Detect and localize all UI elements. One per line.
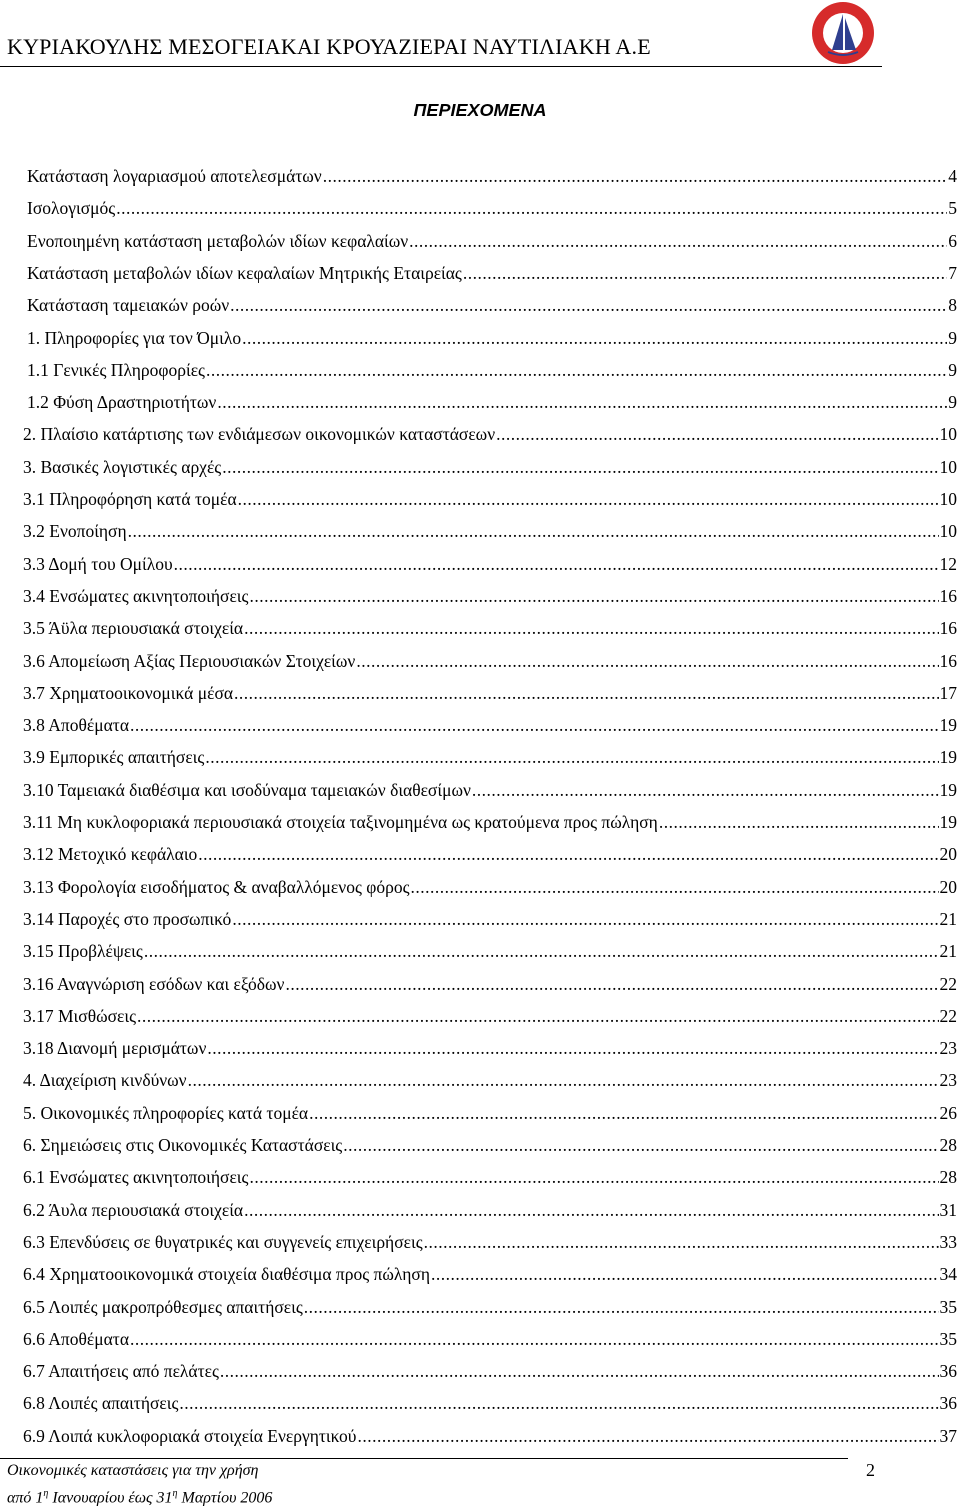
toc-entry[interactable]: [23, 780, 957, 810]
toc-leader-dots: [238, 489, 939, 510]
toc-leader-dots: [244, 618, 938, 639]
toc-entry-page: 21: [939, 941, 957, 962]
toc-entry[interactable]: [23, 1426, 957, 1456]
toc-entry[interactable]: [23, 747, 957, 777]
toc-entry-page: 23: [939, 1038, 957, 1059]
toc-entry-label: Κατάσταση μεταβολών ιδίων κεφαλαίων Μητρικής Εταιρείας: [27, 262, 462, 283]
toc-entry[interactable]: [23, 974, 957, 1004]
toc-leader-dots: [217, 392, 947, 413]
toc-entry[interactable]: [23, 683, 957, 713]
toc-entry-label: 2. Πλαίσιο κατάρτισης των ενδιάμεσων οικονομικών καταστάσεων: [23, 424, 496, 445]
toc-leader-dots: [244, 1200, 938, 1221]
page-header: [0, 0, 960, 72]
toc-entry-label: Κατάσταση λογαριασμού αποτελεσμάτων: [27, 166, 322, 186]
toc-leader-dots: [205, 747, 938, 768]
toc-leader-dots: [424, 1232, 939, 1253]
toc-leader-dots: [409, 231, 947, 252]
toc-entry[interactable]: [23, 457, 957, 487]
toc-entry-page: 12: [939, 553, 957, 574]
toc-entry-page: 22: [939, 973, 957, 994]
toc-entry-page: 28: [939, 1167, 957, 1188]
toc-entry-label: 3.1 Πληροφόρηση κατά τομέα: [23, 489, 237, 509]
toc-entry-label: 3.3 Δομή του Ομίλου: [23, 553, 173, 574]
toc-entry[interactable]: [23, 812, 957, 842]
toc-entry-label: 3.2 Ενοποίηση: [23, 521, 127, 542]
toc-entry-label: 3.17 Μισθώσεις: [23, 1005, 137, 1026]
toc-entry-label: 3.6 Απομείωση Αξίας Περιουσιακών Στοιχείων: [23, 650, 356, 671]
toc-entry[interactable]: [27, 328, 957, 358]
toc-leader-dots: [220, 1361, 939, 1382]
toc-leader-dots: [463, 263, 947, 284]
toc-leader-dots: [222, 457, 938, 478]
toc-entry-page: 16: [939, 585, 957, 606]
toc-entry[interactable]: [23, 1361, 957, 1391]
toc-entry-page: 19: [939, 779, 957, 800]
toc-leader-dots: [207, 1038, 938, 1059]
toc-entry[interactable]: [23, 586, 957, 616]
footer-caption: Οικονομικές καταστάσεις για την χρήση: [7, 1462, 259, 1479]
toc-entry-page: 31: [939, 1199, 957, 1220]
toc-entry-label: 6. Σημειώσεις στις Οικονομικές Καταστάσεις: [23, 1135, 343, 1155]
toc-entry[interactable]: [27, 231, 957, 261]
toc-leader-dots: [179, 1393, 938, 1414]
toc-entry-page: 9: [948, 392, 957, 413]
toc-entry-page: 5: [948, 198, 957, 219]
toc-entry[interactable]: [23, 1135, 957, 1165]
toc-entry-page: 22: [939, 1005, 957, 1026]
toc-entry-label: 3.5 Άϋλα περιουσιακά στοιχεία: [23, 618, 244, 639]
toc-entry-label: 3.4 Ενσώματες ακινητοποιήσεις: [23, 585, 249, 606]
toc-entry-page: 23: [939, 1070, 957, 1091]
toc-entry-label: 3.15 Προβλέψεις: [23, 941, 143, 962]
toc-entry[interactable]: [23, 651, 957, 681]
toc-entry-page: 16: [939, 618, 957, 639]
toc-entry-label: 3.16 Αναγνώριση εσόδων και εξόδων: [23, 973, 285, 994]
toc-entry[interactable]: [23, 941, 957, 971]
toc-entry-label: 6.6 Αποθέματα: [23, 1328, 129, 1349]
toc-entry[interactable]: [27, 198, 957, 228]
toc-leader-dots: [356, 651, 938, 672]
toc-leader-dots: [128, 521, 939, 542]
toc-leader-dots: [323, 166, 948, 187]
toc-entry-label: 6.4 Χρηματοοικονομικά στοιχεία διαθέσιμα προς πώληση: [23, 1264, 430, 1285]
toc-entry-label: 6.5 Λοιπές μακροπρόθεσμες απαιτήσεις: [23, 1296, 303, 1317]
footer-divider: [0, 1458, 848, 1459]
toc-entry-page: 10: [939, 456, 957, 477]
toc-leader-dots: [411, 877, 939, 898]
toc-entry-page: 9: [948, 327, 957, 348]
header-divider: [0, 66, 882, 67]
toc-entry[interactable]: [23, 1200, 957, 1230]
toc-entry-page: 36: [939, 1361, 957, 1382]
toc-leader-dots: [249, 586, 938, 607]
toc-entry-label: 6.8 Λοιπές απαιτήσεις: [23, 1393, 179, 1414]
toc-leader-dots: [232, 909, 938, 930]
toc-entry[interactable]: [27, 263, 957, 293]
toc-entry[interactable]: [27, 295, 957, 325]
toc-entry-page: 8: [948, 295, 957, 316]
toc-leader-dots: [174, 554, 939, 575]
toc-entry-page: 21: [939, 908, 957, 929]
toc-leader-dots: [659, 812, 939, 833]
toc-entry-page: 33: [939, 1231, 957, 1252]
toc-leader-dots: [249, 1167, 938, 1188]
toc-entry[interactable]: [23, 554, 957, 584]
toc-entry-label: 1.1 Γενικές Πληροφορίες: [27, 359, 205, 380]
toc-entry[interactable]: [23, 489, 957, 519]
toc-entry[interactable]: [23, 424, 957, 454]
toc-entry-page: 19: [939, 715, 957, 736]
toc-entry-label: 6.3 Επενδύσεις σε θυγατρικές και συγγενείς επιχειρήσεις: [23, 1231, 423, 1252]
toc-leader-dots: [309, 1103, 938, 1124]
toc-entry[interactable]: [23, 1232, 957, 1262]
toc-entry-page: 10: [939, 424, 957, 445]
toc-entry-page: 9: [948, 359, 957, 380]
toc-entry-page: 37: [939, 1425, 957, 1446]
toc-entry-label: 6.9 Λοιπά κυκλοφοριακά στοιχεία Ενεργητικού: [23, 1425, 357, 1446]
toc-entry-label: 6.1 Ενσώματες ακινητοποιήσεις: [23, 1167, 249, 1188]
toc-leader-dots: [431, 1264, 939, 1285]
footer-period: από $1^\eta$ Ιανουαρίου έως $31^\eta$ Μαρτίου 2006: [7, 1488, 273, 1507]
toc-entry-label: 3.14 Παροχές στο προσωπικό: [23, 908, 232, 929]
toc-entry-page: 34: [939, 1264, 957, 1285]
toc-entry-page: 20: [939, 844, 957, 865]
toc-entry-page: 36: [939, 1393, 957, 1414]
toc-entry-label: 1. Πληροφορίες για τον Όμιλο: [27, 327, 242, 348]
toc-entry-label: 3.9 Εμπορικές απαιτήσεις: [23, 747, 205, 768]
toc-entry[interactable]: [27, 166, 957, 196]
toc-leader-dots: [242, 328, 947, 349]
toc-leader-dots: [285, 974, 938, 995]
toc-entry[interactable]: [23, 521, 957, 551]
toc-entry-page: 17: [939, 682, 957, 703]
toc-entry-page: 35: [939, 1296, 957, 1317]
toc-entry[interactable]: [23, 1297, 957, 1327]
toc-leader-dots: [234, 683, 938, 704]
toc-leader-dots: [472, 780, 939, 801]
toc-entry[interactable]: [23, 1167, 957, 1197]
toc-entry-label: 3.18 Διανομή μερισμάτων: [23, 1038, 207, 1059]
toc-entry-label: Ισολογισμός: [27, 198, 116, 219]
toc-entry-label: 3.13 Φορολογία εισοδήματος & αναβαλλόμενος φόρος: [23, 876, 410, 897]
toc-leader-dots: [343, 1135, 938, 1156]
toc-entry-label: 6.7 Απαιτήσεις από πελάτες: [23, 1361, 219, 1382]
toc-entry-label: 3.7 Χρηματοοικονομικά μέσα: [23, 682, 234, 703]
company-name: ΚΥΡΙΑΚΟΥΛΗΣ ΜΕΣΟΓΕΙΑΚΑΙ ΚΡΟΥΑΖΙΕΡΑΙ ΝΑΥΤΙΛΙΑΚΗ Α.Ε: [7, 34, 651, 59]
toc-entry-label: 3. Βασικές λογιστικές αρχές: [23, 456, 222, 477]
page-number: 2: [866, 1460, 875, 1480]
toc-entry[interactable]: [23, 1006, 957, 1036]
toc-entry-page: 28: [939, 1135, 957, 1155]
toc-entry-label: 3.11 Μη κυκλοφοριακά περιουσιακά στοιχεία ταξινομημένα ως κρατούμενα προς πώληση: [23, 812, 658, 832]
company-logo: [806, 0, 880, 66]
toc-leader-dots: [137, 1006, 938, 1027]
toc-entry-page: 20: [939, 876, 957, 897]
toc-leader-dots: [198, 844, 938, 865]
toc-leader-dots: [116, 198, 947, 219]
toc-entry-label: 6.2 Άυλα περιουσιακά στοιχεία: [23, 1199, 244, 1220]
toc-entry[interactable]: [23, 1070, 957, 1100]
toc-entry-page: 4: [948, 166, 957, 186]
toc-entry-page: 7: [948, 262, 957, 283]
toc-entry[interactable]: [23, 1264, 957, 1294]
toc-entry-label: 3.12 Μετοχικό κεφάλαιο: [23, 844, 198, 865]
toc-entry-page: 19: [939, 747, 957, 768]
toc-entry-page: 19: [939, 812, 957, 832]
toc-entry-page: 35: [939, 1328, 957, 1349]
toc-entry[interactable]: [27, 360, 957, 390]
toc-leader-dots: [130, 1329, 939, 1350]
toc-entry[interactable]: [23, 844, 957, 874]
toc-entry-page: 16: [939, 650, 957, 671]
toc-entry-page: 10: [939, 489, 957, 509]
toc-entry-label: Κατάσταση ταμειακών ροών: [27, 295, 230, 316]
toc-entry[interactable]: [23, 909, 957, 939]
toc-entry-page: 6: [948, 230, 957, 251]
toc-entry[interactable]: [23, 1038, 957, 1068]
toc-leader-dots: [130, 715, 939, 736]
toc-entry[interactable]: [27, 392, 957, 422]
toc-leader-dots: [144, 941, 939, 962]
toc-entry-label: 5. Οικονομικές πληροφορίες κατά τομέα: [23, 1102, 309, 1123]
toc-entry-page: 10: [939, 521, 957, 542]
toc-entry-label: 3.10 Ταμειακά διαθέσιμα και ισοδύναμα ταμειακών διαθεσίμων: [23, 779, 471, 800]
toc-leader-dots: [188, 1070, 939, 1091]
toc-entry[interactable]: [23, 618, 957, 648]
toc-leader-dots: [496, 424, 938, 445]
toc-leader-dots: [206, 360, 947, 381]
toc-entry-label: 1.2 Φύση Δραστηριοτήτων: [27, 392, 217, 413]
toc-entry[interactable]: [23, 877, 957, 907]
toc-leader-dots: [230, 295, 947, 316]
toc-entry-label: Ενοποιημένη κατάσταση μεταβολών ιδίων κεφαλαίων: [27, 230, 409, 251]
toc-entry-page: 26: [939, 1102, 957, 1123]
toc-entry[interactable]: [23, 715, 957, 745]
toc-leader-dots: [304, 1297, 939, 1318]
toc-heading: ΠΕΡΙΕΧΟΜΕΝΑ: [413, 100, 547, 120]
toc-entry[interactable]: [23, 1103, 957, 1133]
toc-entry-label: 3.8 Αποθέματα: [23, 715, 129, 736]
toc-entry[interactable]: [23, 1393, 957, 1423]
toc-entry[interactable]: [23, 1329, 957, 1359]
toc-leader-dots: [357, 1426, 938, 1447]
toc-entry-label: 4. Διαχείριση κινδύνων: [23, 1070, 187, 1091]
